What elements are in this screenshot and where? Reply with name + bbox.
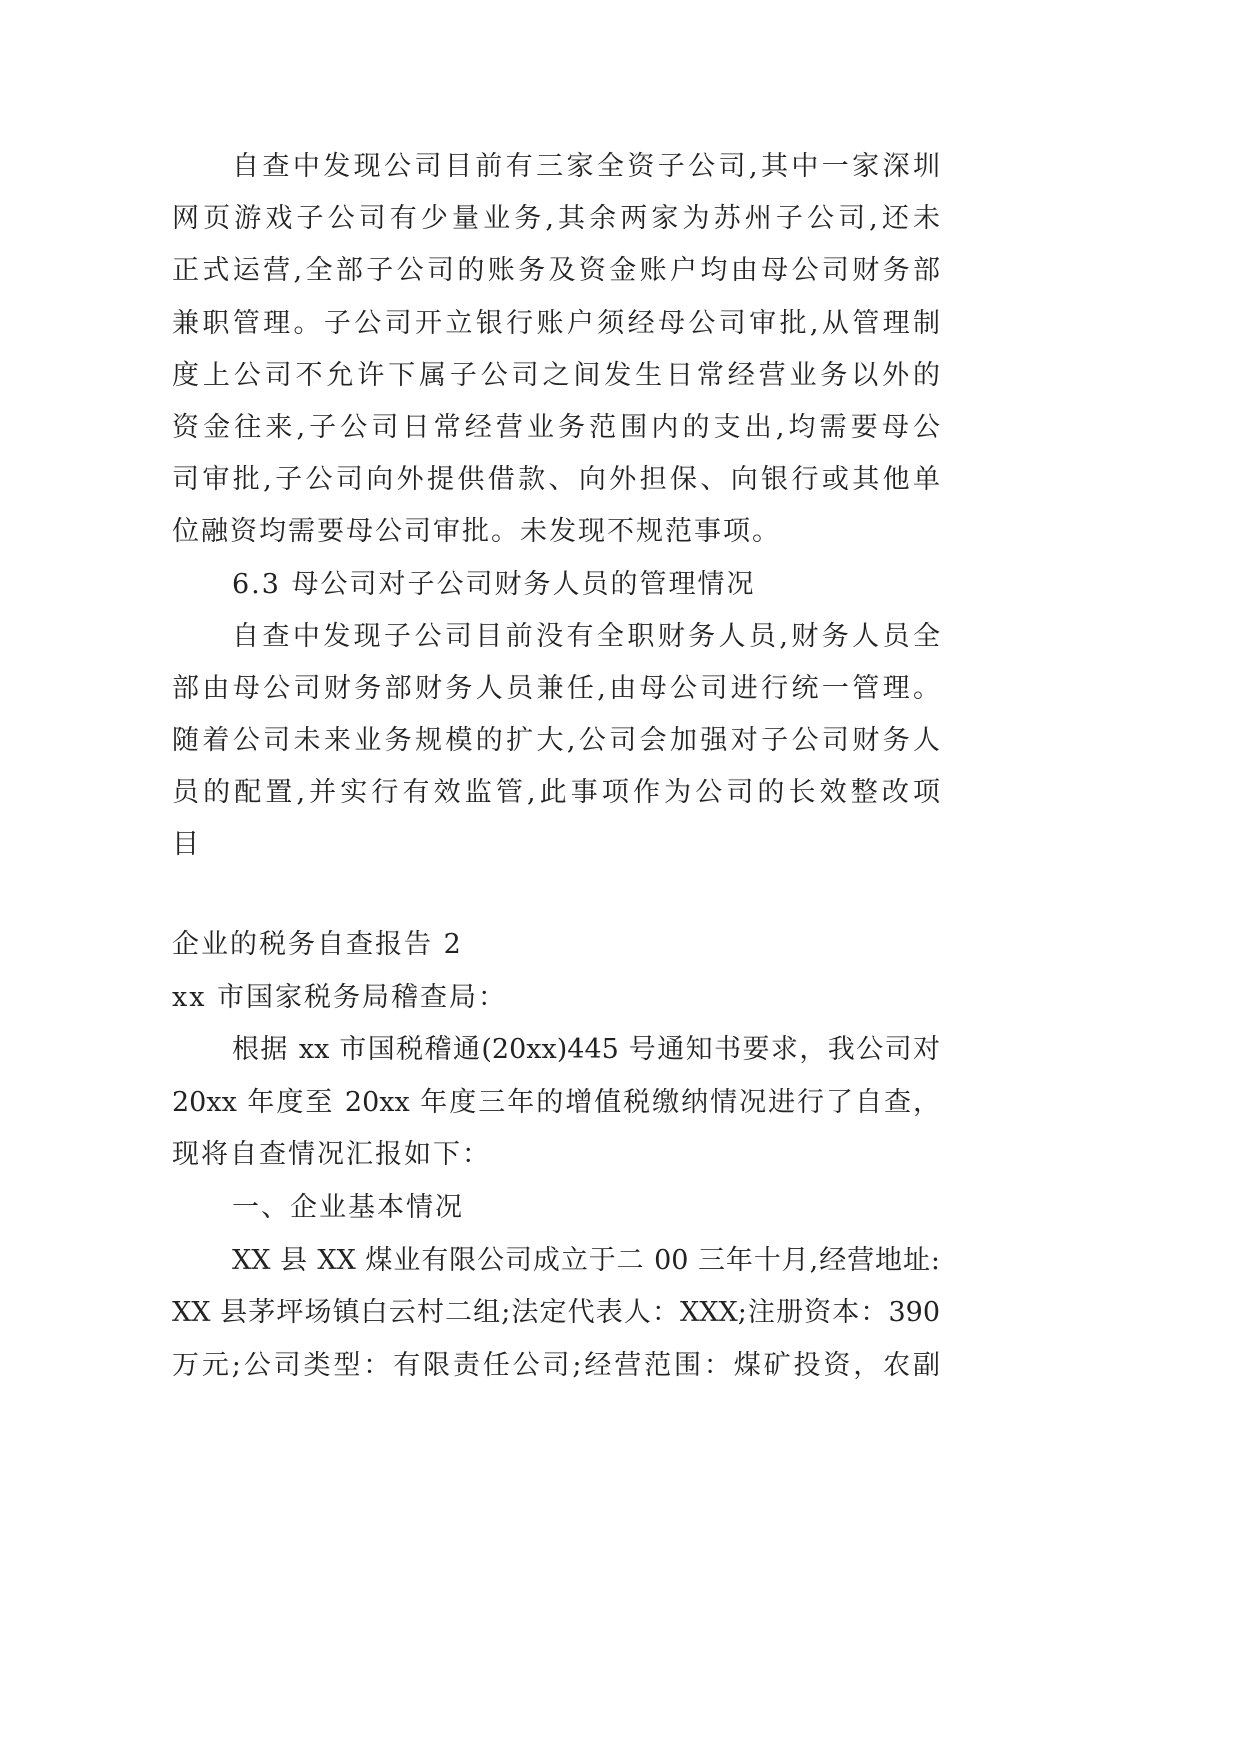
text-line: 兼职管理。子公司开立银行账户须经母公司审批,从管理制	[172, 307, 940, 339]
text-line: 目	[172, 829, 201, 861]
text-line: XX 县 XX 煤业有限公司成立于二 00 三年十月,经营地址:	[232, 1244, 940, 1276]
text-line: 随着公司未来业务规模的扩大,公司会加强对子公司财务人	[172, 725, 940, 757]
section-tax-self-inspection-report	[172, 919, 940, 1392]
text-line: 资金往来,子公司日常经营业务范围内的支出,均需要母公	[172, 411, 940, 443]
subsection-heading: 一、企业基本情况	[232, 1191, 464, 1223]
text-line: 正式运营,全部子公司的账务及资金账户均由母公司财务部	[172, 255, 940, 287]
text-line: 员的配置,并实行有效监管,此事项作为公司的长效整改项	[172, 777, 940, 809]
text-line: 万元;公司类型：有限责任公司;经营范围：煤矿投资，农副	[172, 1349, 940, 1381]
text-line: 20xx 年度至 20xx 年度三年的增值税缴纳情况进行了自查，	[172, 1086, 940, 1118]
text-line: 根据 xx 市国税稽通(20xx)445 号通知书要求，我公司对	[232, 1034, 940, 1066]
report-title: 企业的税务自查报告 2	[172, 929, 463, 960]
subsection-heading: 6.3 母公司对子公司财务人员的管理情况	[232, 568, 756, 600]
text-line: XX 县茅坪场镇白云村二组;法定代表人：XXX;注册资本：390	[172, 1297, 940, 1329]
text-line: 度上公司不允许下属子公司之间发生日常经营业务以外的	[172, 359, 940, 391]
paragraph-company-basics	[172, 1235, 940, 1393]
paragraph-report-intro	[172, 1024, 940, 1182]
text-line: 自查中发现公司目前有三家全资子公司,其中一家深圳	[232, 151, 940, 182]
text-line: 网页游戏子公司有少量业务,其余两家为苏州子公司,还未	[172, 203, 940, 235]
text-line: 自查中发现子公司目前没有全职财务人员,财务人员全	[232, 620, 940, 652]
paragraph-finance-staff	[172, 611, 940, 872]
section-subsidiary-management	[172, 141, 940, 872]
text-line: 司审批,子公司向外提供借款、向外担保、向银行或其他单	[172, 464, 940, 496]
paragraph-subsidiary-overview	[172, 141, 940, 559]
report-addressee: xx 市国家税务局稽查局：	[172, 981, 508, 1013]
text-line: 位融资均需要母公司审批。未发现不规范事项。	[172, 516, 781, 548]
text-line: 现将自查情况汇报如下：	[172, 1139, 491, 1171]
text-line: 部由母公司财务部财务人员兼任,由母公司进行统一管理。	[172, 672, 940, 704]
